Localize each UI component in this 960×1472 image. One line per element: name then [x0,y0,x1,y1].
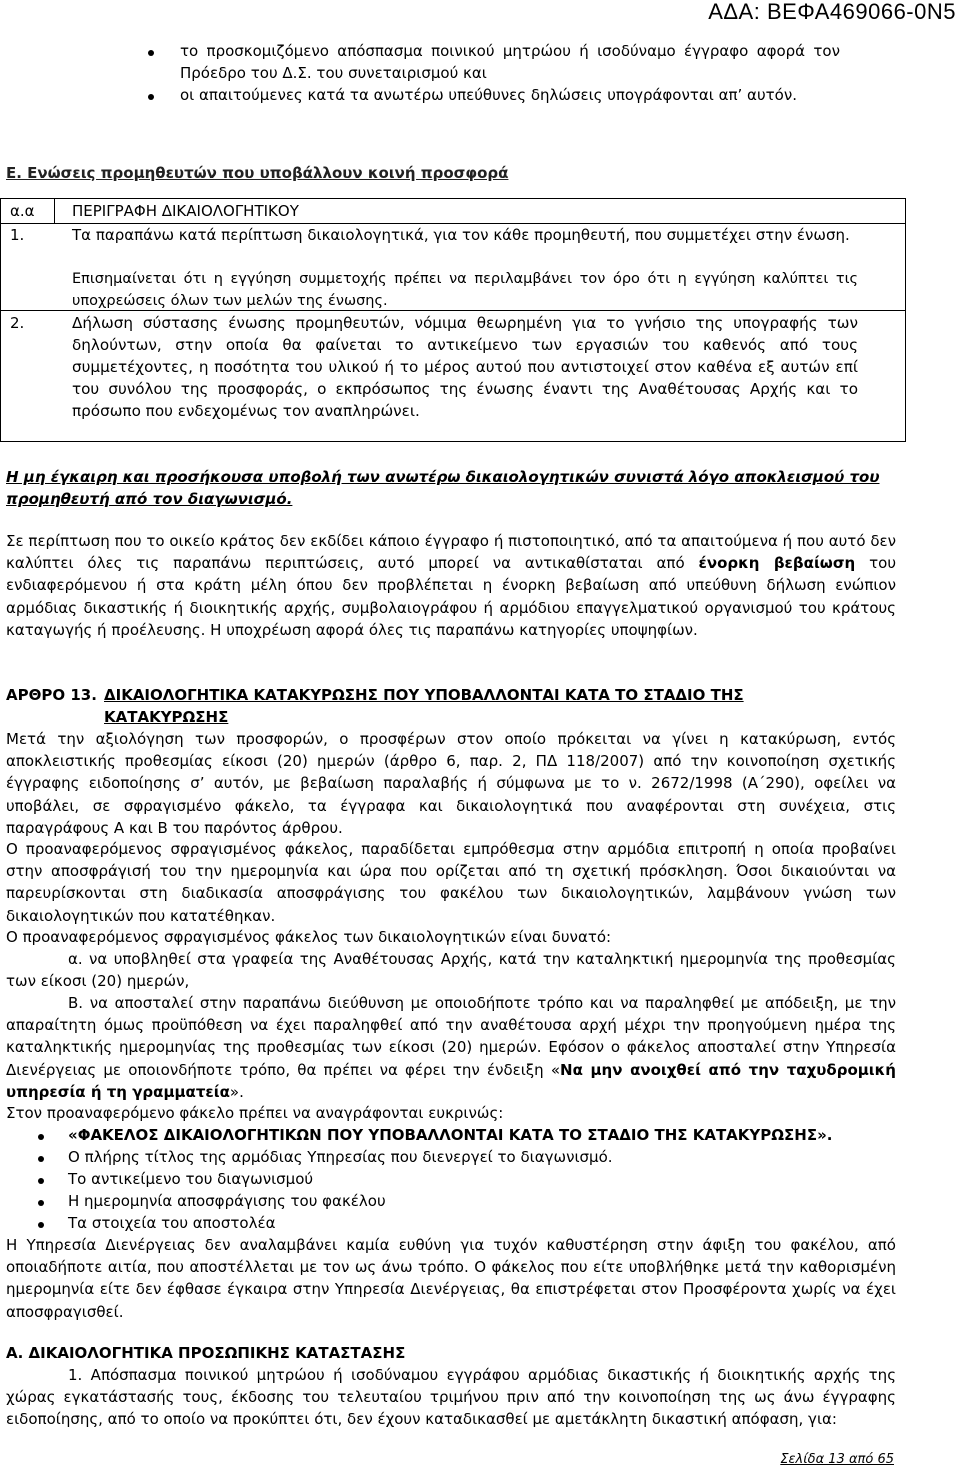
do-not-open-note: Να μην ανοιχθεί από την ταχυδρομική υπηρεσία ή τη γραμματεία [6,1060,896,1101]
article-13-title-line2: ΚΑΤΑΚΥΡΩΣΗΣ [104,708,229,726]
bullet-icon [38,1200,44,1206]
option-a: α. να υποβληθεί στα γραφεία της Αναθέτουσας Αρχής, κατά την καταληκτική ημερομηνία της προθεσμίας των είκοσι (20) ημερών, [6,950,896,990]
exclusion-warning: Η μη έγκαιρη και προσήκουσα υποβολή των ανωτέρω δικαιολογητικών συνιστά λόγο αποκλεισμού του προμηθευτή από τον διαγωνισμό. [6,468,880,508]
section-e-title: Ε. Ενώσεις προμηθευτών που υποβάλλουν κοινή προσφορά [6,164,509,182]
top-bullet-2: οι απαιτούμενες κατά τα ανωτέρω υπεύθυνες δηλώσεις υπογράφονται απ’ αυτόν. [180,86,797,104]
ada-code: ΑΔΑ: ΒΕΦΑ469066-0Ν5 [708,0,956,24]
article-13-paragraph-3: Ο προαναφερόμενος σφραγισμένος φάκελος των δικαιολογητικών είναι δυνατό: [6,928,612,946]
envelope-item-5: Τα στοιχεία του αποστολέα [68,1214,276,1232]
article-13-prefix: ΑΡΘΡΟ 13. [6,686,97,704]
para-text-a: Σε περίπτωση που το οικείο κράτος δεν εκδίδει κάποιο έγγραφο ή πιστοποιητικό, από τα απαιτούμενα ή που αυτό δεν καλύπτει όλες τις παραπάνω περιπτώσεις, αυτό μπορεί να αντικαθίσταται από [6,532,896,573]
article-13-paragraph-2: Ο προαναφερόμενος σφραγισμένος φάκελος, παραδίδεται εμπρόθεσμα στην αρμόδια επιτροπή η οποία προβαίνει στην αποσφράγισή του την ημερομηνία και ώρα που ορίζεται από τη σχετική πρόσκληση. Όσοι δικαιούνται να παρευρίσκονται στη διαδικασία αποσφράγισης του φακέλου των δικαιολογητικών, λαμβάνουν γνώση των δικαιολογητικών που κατατέθηκαν. [6,840,896,925]
section-a-title: Α. ΔΙΚΑΙΟΛΟΓΗΤΙΚΑ ΠΡΟΣΩΠΙΚΗΣ ΚΑΤΑΣΤΑΣΗΣ [6,1344,406,1362]
bullet-icon [38,1222,44,1228]
article-13-paragraph-1: Μετά την αξιολόγηση των προσφορών, ο προσφέρων στον οποίο πρόκειται να γίνει η κατακύρωση, εντός αποκλειστικής προθεσμίας είκοσι (20) ημερών (άρθρο 6, παρ. 2, ΠΔ 118/2007) από την κοινοποίηση σχετικής έγγραφης ειδοποίησης σ’ αυτόν, με βεβαίωση παραλαβής ή σύμφωνα με το ν. 2672/1998 (Α΄290), οφείλει να υποβάλει, σε σφραγισμένο φάκελο, τα έγγραφα και δικαιολογητικά που αναφέρονται στη συνέχεια, στις παραγράφους Α και Β του παρόντος άρθρου. [6,730,896,837]
substitute-certificate-paragraph [6,530,896,641]
row-2-number: 2. [10,314,25,332]
bullet-icon [38,1178,44,1184]
requirements-table [0,198,906,442]
envelope-item-4: Η ημερομηνία αποσφράγισης του φακέλου [68,1192,386,1210]
envelope-item-2: Ο πλήρης τίτλος της αρμόδιας Υπηρεσίας που διενεργεί το διαγωνισμό. [68,1148,613,1166]
option-b [6,992,896,1103]
para-text-b: του ενδιαφερόμενου ή στα κράτη μέλη όπου δεν προβλέπεται η ένορκη βεβαίωση από υπεύθυνη δήλωση ενώπιον αρμόδιας δικαστικής ή διοικητικής αρχής, συμβολαιογράφου ή αρμόδιου επαγγελματικού οργανισμού του κράτους καταγωγής ή προέλευσης. Η υποχρέωση αφορά όλες τις παραπάνω κατηγορίες υποψηφίων. [6,554,896,639]
section-a-paragraph-1: 1. Απόσπασμα ποινικού μητρώου ή ισοδύναμου εγγράφου αρμόδιας δικαστικής ή διοικητικής αρχής της χώρας εγκατάστασής τους, έκδοσης του τελευταίου τριμήνου πριν από την κοινοποίηση της ως άνω έγγραφης ειδοποίησης, από το οποίο να προκύπτει ότι, δεν έχουν καταδικασθεί με αμετάκλητη δικαστική απόφαση, για: [6,1366,896,1429]
sworn-statement: ένορκη βεβαίωση [698,554,856,573]
option-b-end: ». [229,1082,244,1101]
bullet-icon [38,1156,44,1162]
bullet-icon [148,94,154,100]
bullet-icon [38,1134,44,1140]
article-13-paragraph-7: Η Υπηρεσία Διενέργειας δεν αναλαμβάνει καμία ευθύνη για τυχόν καθυστέρηση στην άφιξη του φακέλου, από οποιαδήποτε αιτία, που αποστέλλεται με τον ως άνω τρόπο. Ο φάκελος που είτε υποβλήθηκε μετά την καθορισμένη ημερομηνία είτε δεν έφθασε έγκαιρα στην Υπηρεσία Διενέργειας, θα επιστρέφεται στον Προσφέροντα χωρίς να έχει αποσφραγισθεί. [6,1236,896,1321]
row-1-note: Επισημαίνεται ότι η εγγύηση συμμετοχής πρέπει να περιλαμβάνει τον όρο ότι η εγγύηση καλύπτει τις υποχρεώσεις όλων των μελών της ένωσης. [72,271,858,309]
article-13-paragraph-6: Στον προαναφερόμενο φάκελο πρέπει να αναγράφονται ευκρινώς: [6,1104,504,1122]
table-head-number: α.α [10,202,35,220]
row-2-text: Δήλωση σύστασης ένωσης προμηθευτών, νόμιμα θεωρημένη για το γνήσιο της υπογραφής των δηλούντων, στην οποία θα φαίνεται το αντικείμενο των εργασιών του καθενός από τους συμμετέχοντες, η ποσότητα του υλικού ή το μέρος αυτού που αντιστοιχεί στον καθένα εξ αυτών επί του συνόλου της προσφοράς, ο εκπρόσωπος της ένωσης έναντι της Αναθέτουσας Αρχής και το πρόσωπο που ενδεχομένως τον αναπληρώνει. [72,314,858,420]
row-1-text: Τα παραπάνω κατά περίπτωση δικαιολογητικά, για τον κάθε προμηθευτή, που συμμετέχει στην ένωση. [72,226,850,244]
article-13-title-line1: ΔΙΚΑΙΟΛΟΓΗΤΙΚΑ ΚΑΤΑΚΥΡΩΣΗΣ ΠΟΥ ΥΠΟΒΑΛΛΟΝΤΑΙ ΚΑΤΑ ΤΟ ΣΤΑΔΙΟ ΤΗΣ [104,686,744,704]
bullet-icon [148,50,154,56]
page-number: Σελίδα 13 από 65 [780,1452,894,1467]
option-b-text: Β. να αποσταλεί στην παραπάνω διεύθυνση με οποιοδήποτε τρόπο και να παραληφθεί με απόδειξη, με την απαραίτητη όμως προϋπόθεση να έχει παραληφθεί από την αναθέτουσα αρχή μέχρι την προηγούμενη ημέρα της καταληκτικής ημερομηνίας της προθεσμίας των είκοσι (20) ημερών. Εφόσον ο φάκελος αποσταλεί στην Υπηρεσία Διενέργειας με οποιονδήποτε τρόπο, θα πρέπει να φέρει την ένδειξη « [6,994,896,1079]
envelope-item-3: Το αντικείμενο του διαγωνισμού [68,1170,314,1188]
row-1-number: 1. [10,226,25,244]
envelope-item-1: «ΦΑΚΕΛΟΣ ΔΙΚΑΙΟΛΟΓΗΤΙΚΩΝ ΠΟΥ ΥΠΟΒΑΛΛΟΝΤΑΙ ΚΑΤΑ ΤΟ ΣΤΑΔΙΟ ΤΗΣ ΚΑΤΑΚΥΡΩΣΗΣ». [68,1126,833,1144]
top-bullet-1: το προσκομιζόμενο απόσπασμα ποινικού μητρώου ή ισοδύναμο έγγραφο αφορά τον Πρόεδρο του Δ.Σ. του συνεταιρισμού και [180,42,840,82]
table-head-description: ΠΕΡΙΓΡΑΦΗ ΔΙΚΑΙΟΛΟΓΗΤΙΚΟΥ [72,202,299,220]
